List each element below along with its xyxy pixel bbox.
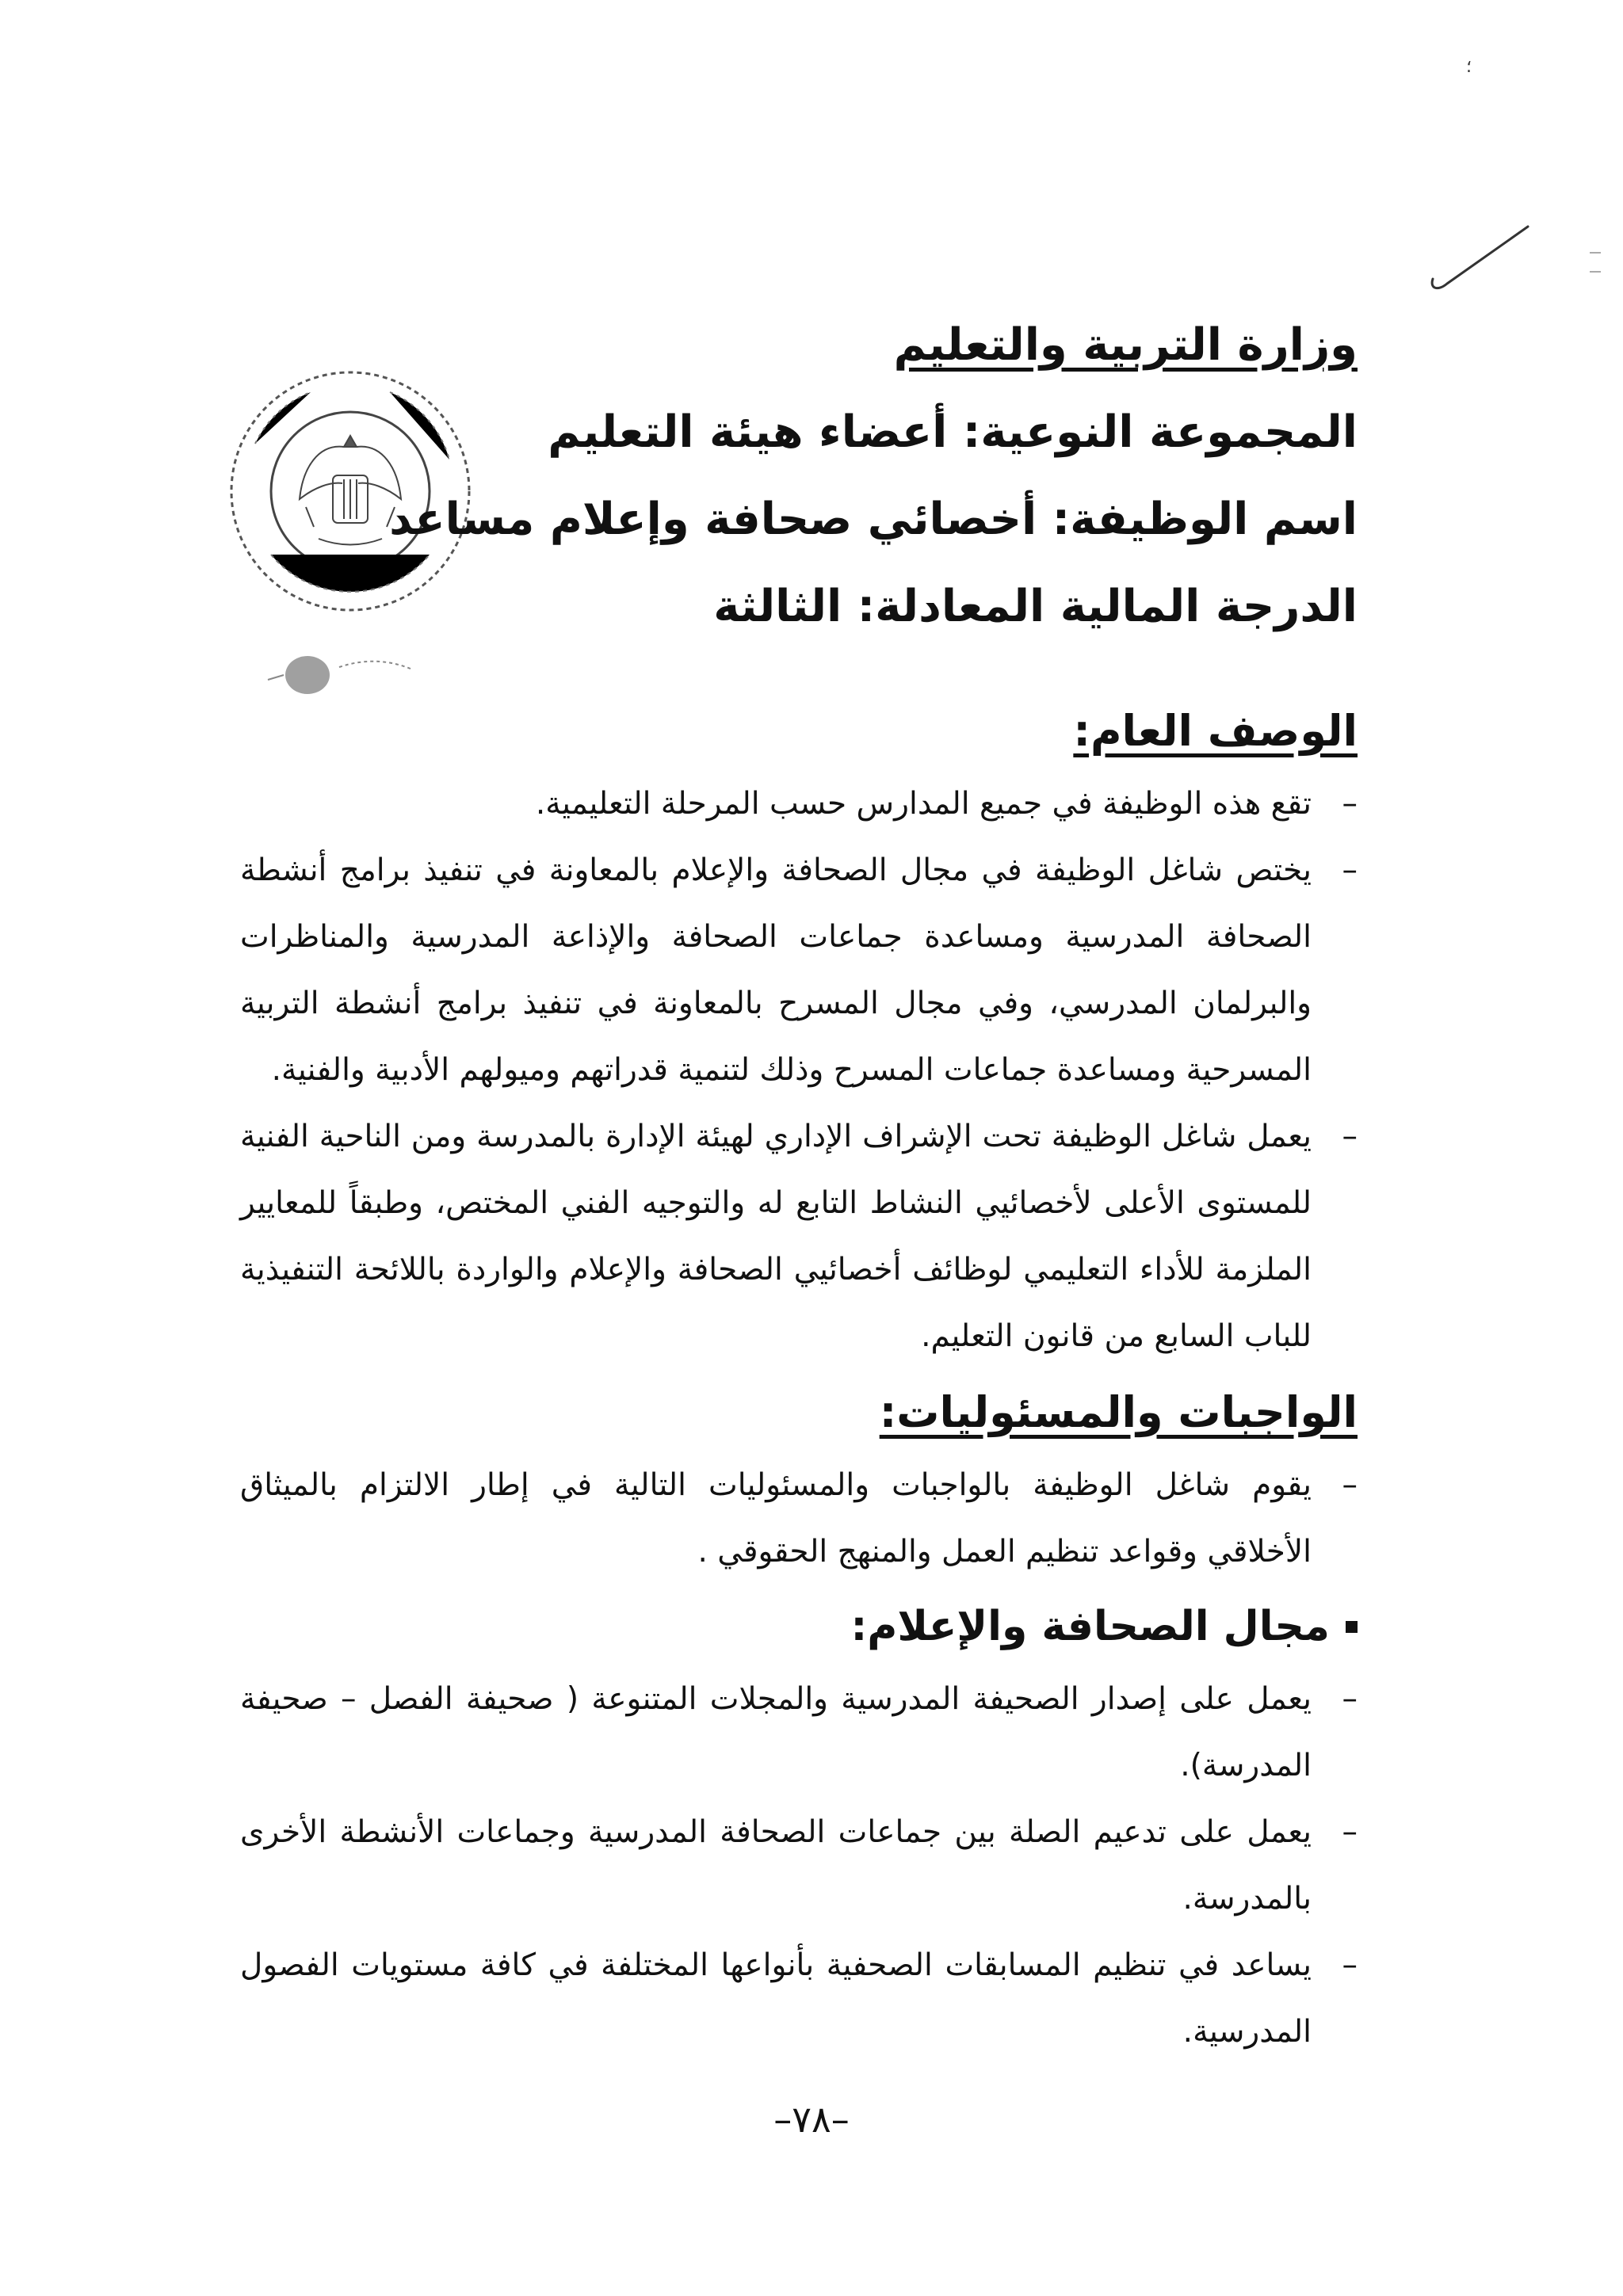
job-group: المجموعة النوعية: أعضاء هيئة التعليم xyxy=(548,406,1358,458)
duties-list xyxy=(240,1452,1358,1585)
general-description-title: الوصف العام: xyxy=(1073,706,1358,756)
list-item-text: يختص شاغل الوظيفة في مجال الصحافة والإعلام بالمعاونة في تنفيذ برامج أنشطة الصحافة المدرسية ومساعدة جماعات الصحافة والإذاعة المدرسية والمناظرات والبرلمان المدرسي، وفي مجال المسرح بالمعاونة في تنفيذ برامج أنشطة التربية المسرحية ومساعدة جماعات المسرح وذلك لتنمية قدراتهم وميولهم الأدبية والفنية. xyxy=(240,852,1312,1088)
list-item xyxy=(240,771,1358,837)
press-media-title-row xyxy=(240,1596,1358,1657)
dash-bullet: – xyxy=(1342,786,1358,822)
job-name: اسم الوظيفة: أخصائي صحافة وإعلام مساعد xyxy=(389,494,1358,545)
list-item-text: يعمل على تدعيم الصلة بين جماعات الصحافة المدرسية وجماعات الأنشطة الأخرى بالمدرسة. xyxy=(240,1814,1312,1917)
press-media-list xyxy=(240,1666,1358,2065)
document-header xyxy=(389,313,1358,662)
dash-bullet: – xyxy=(1342,1814,1358,1850)
edge-mark xyxy=(1590,252,1601,273)
document-body xyxy=(240,701,1358,2065)
list-item xyxy=(240,1666,1358,1799)
list-item xyxy=(240,837,1358,1104)
list-item-text: يعمل شاغل الوظيفة تحت الإشراف الإداري لهيئة الإدارة بالمدرسة ومن الناحية الفنية للمستوى الأعلى لأخصائيي النشاط التابع له والتوجيه الفني المختص، وطبقاً للمعايير الملزمة للأداء التعليمي لوظائف أخصائيي الصحافة والإعلام والواردة باللائحة التنفيذية للباب السابع من قانون التعليم. xyxy=(240,1119,1312,1354)
list-item xyxy=(240,1932,1358,2065)
dash-bullet: – xyxy=(1342,852,1358,888)
list-item-text: تقع هذه الوظيفة في جميع المدارس حسب المرحلة التعليمية. xyxy=(535,786,1312,822)
dash-bullet: – xyxy=(1342,1467,1358,1503)
list-item-text: يعمل على إصدار الصحيفة المدرسية والمجلات المتنوعة ( صحيفة الفصل – صحيفة المدرسة). xyxy=(240,1681,1312,1783)
corner-mark: ؛ xyxy=(1466,57,1472,77)
square-bullet-icon xyxy=(1346,1621,1358,1633)
stamp-fragment-icon xyxy=(252,643,458,707)
dash-bullet: – xyxy=(1342,1681,1358,1717)
ministry-title: وزارة التربية والتعليم xyxy=(893,319,1358,371)
pen-tick-mark xyxy=(1426,222,1537,309)
general-description-list xyxy=(240,771,1358,1370)
duties-title: الواجبات والمسئوليات: xyxy=(879,1387,1358,1437)
job-grade: الدرجة المالية المعادلة: الثالثة xyxy=(713,581,1358,632)
press-media-title: مجال الصحافة والإعلام: xyxy=(850,1603,1330,1650)
page-number: –٧٨– xyxy=(773,2098,850,2141)
list-item-text: يقوم شاغل الوظيفة بالواجبات والمسئوليات التالية في إطار الالتزام بالميثاق الأخلاقي وقواعد تنظيم العمل والمنهج الحقوقي . xyxy=(240,1467,1312,1569)
dash-bullet: – xyxy=(1342,1947,1358,1983)
dash-bullet: – xyxy=(1342,1119,1358,1154)
list-item xyxy=(240,1452,1358,1585)
list-item xyxy=(240,1799,1358,1932)
list-item-text: يساعد في تنظيم المسابقات الصحفية بأنواعها المختلفة في كافة مستويات الفصول المدرسية. xyxy=(240,1947,1312,2050)
list-item xyxy=(240,1104,1358,1370)
